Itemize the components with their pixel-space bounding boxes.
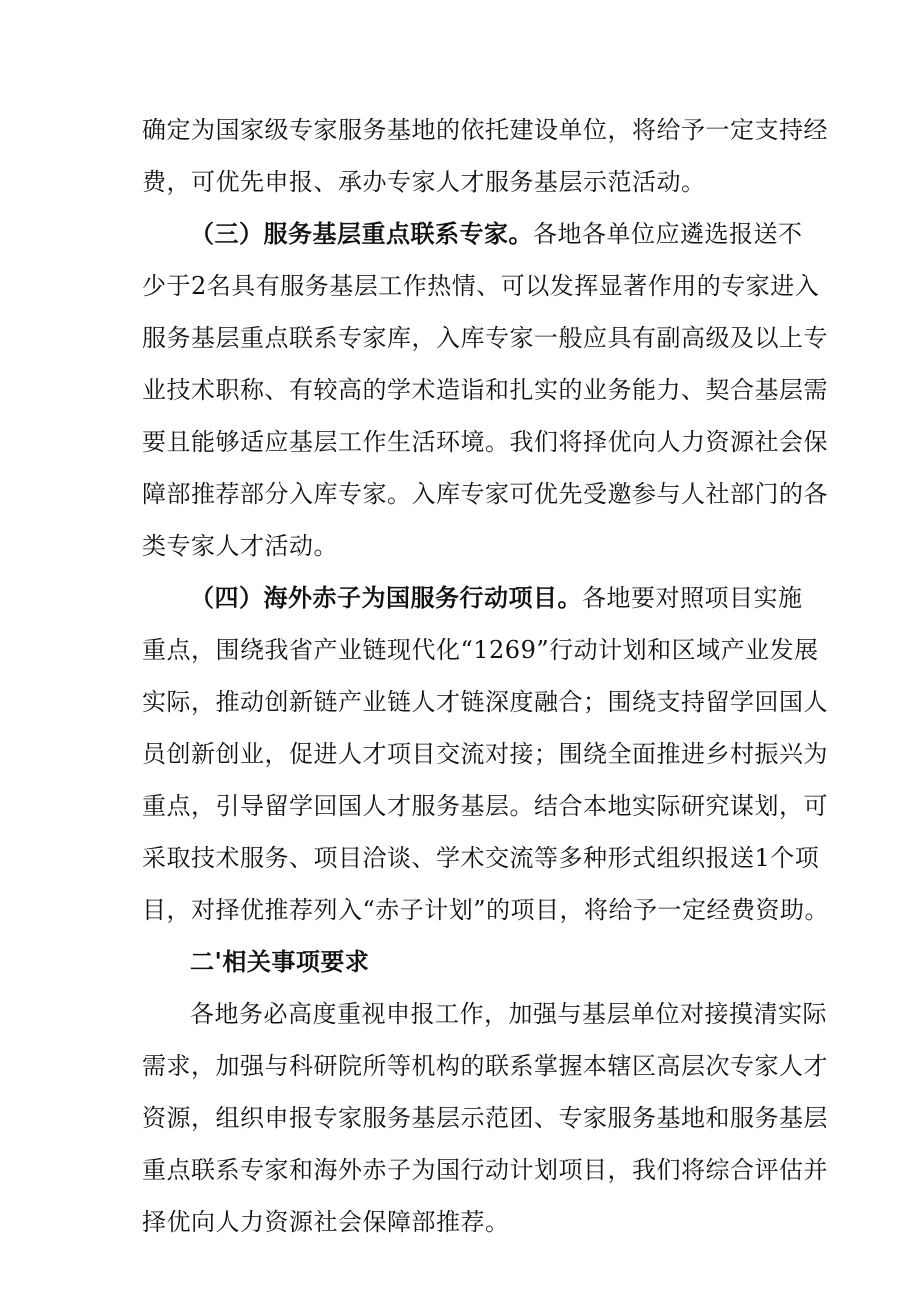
paragraph-3-lead: （四）海外赤子为国服务行动项目。 [190,583,582,612]
paragraph-2-line-7: 类专家人才活动。 [142,532,338,560]
paragraph-2-line-3: 服务基层重点联系专家库，入库专家一般应具有副高级及以上专 [142,324,828,352]
paragraph-2-first-rest: 各地各单位应遴选报送不 [533,220,803,248]
paragraph-2-line-1 [190,214,803,254]
paragraph-3-line-4: 员创新创业，促进人才项目交流对接；围绕全面推进乡村振兴为 [142,740,828,768]
paragraph-4-line-3: 资源，组织申报专家服务基层示范团、专家服务基地和服务基层 [142,1104,828,1132]
paragraph-3-line-7: 目，对择优推荐列入“赤子计划”的项目，将给予一定经费资助。 [142,896,830,924]
paragraph-3-line-3: 实际，推动创新链产业链人才链深度融合；围绕支持留学回国人 [142,688,828,716]
paragraph-3-first-rest: 各地要对照项目实施 [582,584,803,612]
paragraph-2-line-2: 少于2名具有服务基层工作热情、可以发挥显著作用的专家进入 [142,272,820,300]
paragraph-3-line-1 [190,578,803,618]
paragraph-1-line-1: 确定为国家级专家服务基地的依托建设单位，将给予一定支持经 [142,116,828,144]
paragraph-3-line-5: 重点，引导留学回国人才服务基层。结合本地实际研究谋划，可 [142,792,828,820]
paragraph-3-line-6: 采取技术服务、项目洽谈、学术交流等多种形式组织报送1个项 [142,844,820,872]
paragraph-2-line-4: 业技术职称、有较高的学术造诣和扎实的业务能力、契合基层需 [142,376,828,404]
paragraph-2-lead: （三）服务基层重点联系专家。 [190,219,533,248]
paragraph-2-line-5: 要且能够适应基层工作生活环境。我们将择优向人力资源社会保 [142,428,828,456]
paragraph-2-line-6: 障部推荐部分入库专家。入库专家可优先受邀参与人社部门的各 [142,480,828,508]
paragraph-3-line-2: 重点，围绕我省产业链现代化“1269”行动计划和区域产业发展 [142,636,819,664]
paragraph-4-line-4: 重点联系专家和海外赤子为国行动计划项目，我们将综合评估并 [142,1156,828,1184]
paragraph-1-line-2: 费，可优先申报、承办专家人才服务基层示范活动。 [142,168,706,196]
paragraph-4-line-2: 需求，加强与科研院所等机构的联系掌握本辖区高层次专家人才 [142,1052,828,1080]
paragraph-4-line-1: 各地务必高度重视申报工作，加强与基层单位对接摸清实际 [190,1000,827,1028]
section-heading: 二'相关事项要求 [190,947,370,976]
paragraph-4-line-5: 择优向人力资源社会保障部推荐。 [142,1208,510,1236]
